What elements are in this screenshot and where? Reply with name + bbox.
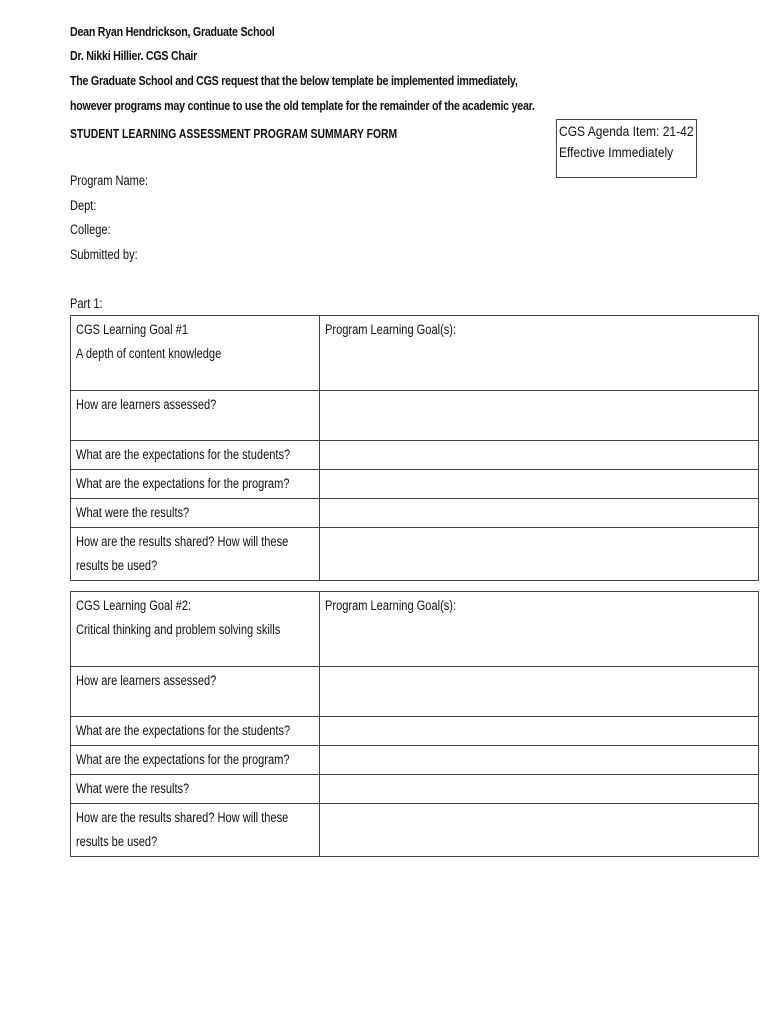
goal-description: A depth of content knowledge: [76, 346, 222, 361]
part-label: Part 1:: [70, 296, 103, 311]
goal-2-program-goal-cell[interactable]: Program Learning Goal(s):: [320, 592, 759, 667]
form-title: STUDENT LEARNING ASSESSMENT PROGRAM SUMMARY FORM: [70, 126, 398, 141]
answer-exp-program[interactable]: [320, 746, 759, 775]
header-line-request: The Graduate School and CGS request that the below template be implemented immediately,: [70, 73, 518, 88]
question-exp-students: What are the expectations for the students?: [71, 441, 320, 470]
dept-field[interactable]: Dept:: [70, 198, 97, 213]
submitted-by-field[interactable]: Submitted by:: [70, 247, 138, 262]
question-assessed: How are learners assessed?: [71, 667, 320, 717]
agenda-item-label: CGS Agenda Item: 21-42: [559, 123, 694, 139]
college-field[interactable]: College:: [70, 222, 111, 237]
answer-results[interactable]: [320, 775, 759, 804]
agenda-box: [556, 119, 697, 178]
program-name-field[interactable]: Program Name:: [70, 173, 149, 188]
answer-exp-students[interactable]: [320, 441, 759, 470]
goal-1-title-cell: [71, 316, 320, 391]
header-line-template-note: however programs may continue to use the old template for the remainder of the academic year.: [70, 98, 535, 113]
question-exp-program: What are the expectations for the program?: [71, 746, 320, 775]
goal-2-table: [70, 591, 759, 857]
answer-results[interactable]: [320, 499, 759, 528]
answer-exp-program[interactable]: [320, 470, 759, 499]
effective-label: Effective Immediately: [559, 144, 674, 160]
header-line-chair: Dr. Nikki Hillier. CGS Chair: [70, 48, 198, 63]
header-line-dean: Dean Ryan Hendrickson, Graduate School: [70, 24, 275, 39]
goal-title: CGS Learning Goal #1: [76, 322, 189, 337]
answer-exp-students[interactable]: [320, 717, 759, 746]
goal-description: Critical thinking and problem solving skills: [76, 622, 281, 637]
answer-assessed[interactable]: [320, 667, 759, 717]
question-exp-students: What are the expectations for the students?: [71, 717, 320, 746]
goal-2-title-cell: [71, 592, 320, 667]
question-results: What were the results?: [71, 499, 320, 528]
question-assessed: How are learners assessed?: [71, 391, 320, 441]
question-results: What were the results?: [71, 775, 320, 804]
goal-1-table: [70, 315, 759, 581]
goal-1-program-goal-cell[interactable]: Program Learning Goal(s):: [320, 316, 759, 391]
question-shared: How are the results shared? How will these results be used?: [71, 528, 320, 581]
goal-title: CGS Learning Goal #2:: [76, 598, 192, 613]
question-shared: How are the results shared? How will these results be used?: [71, 804, 320, 857]
answer-shared[interactable]: [320, 528, 759, 581]
answer-shared[interactable]: [320, 804, 759, 857]
answer-assessed[interactable]: [320, 391, 759, 441]
question-exp-program: What are the expectations for the program?: [71, 470, 320, 499]
